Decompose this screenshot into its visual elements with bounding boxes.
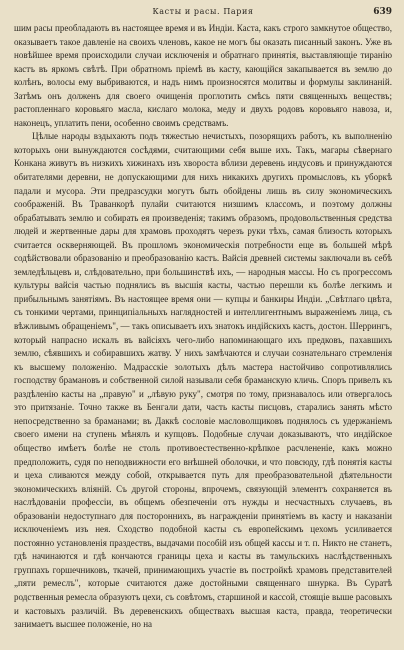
paragraph: Цѣлые народы вздыхаютъ подъ тяжестью нечистыхъ, позорящихъ работъ, къ выполненію которыхъ они вынуждаются сосѣдями, считающими себя выше ихъ. Такъ, магары сѣвернаго Конкана живутъ въ низкихъ хижинахъ изъ хвороста вблизи деревень индусовъ и принуждаются обитателями деревни, не допускающими для нихъ никакихъ другихъ промысловъ, къ уборкѣ падали и мусора. Эти предразсудки могутъ быть обойдены лишь въ силу экономическихъ соображеній. Въ Траванкорѣ пулайи считаются низшимъ классомъ, и поэтому должны обрабатывать землю и собирать ея произведенія; такимъ образомъ, продовольственныя средства людей и жертвенные дары для храмовъ проходятъ черезъ руки тѣхъ, самая близость которыхъ считается оскверняющей. Въ прошломъ экономическія потребности еще въ большей мѣрѣ содѣйствовали образованію и преобразованію кастъ. Вайсія древней системы заключали въ себѣ земледѣльцевъ и, слѣдовательно, при большинствѣ ихъ, — народныя массы. Но съ прогрессомъ культуры вайсія частью поднялись въ высшія касты, частью перешли къ болѣе легкимъ и прибыльнымъ занятіямъ. Въ настоящее время они — купцы и банкиры Индіи. „Свѣтлаго цвѣта, съ тонкими чертами, принципіальныхъ наглядностей и интеллигентнымъ выраженіемъ лица, съ вѣжливымъ обращеніемъ", — такъ описываетъ ихъ знатокъ индійскихъ кастъ, достон. Шеррингъ, который напрасно искалъ въ вайсіяхъ чего-либо напоминающаго ихъ предковъ, пахавшихъ землю, сѣявшихъ и собиравшихъ жатву. У нихъ замѣчаются и случаи сознательнаго стремленія къ высшему положенію. Мадрасскіе золотыхъ дѣлъ мастера настойчиво сопротивлялись господству брамановъ и собственной силой называли себя браманскую кличь. Споръ привелъ къ раздѣленію касты на „правую" и „лѣвую руку", смотря по тому, признавалось или отвергалось это притязаніе. Точно также въ Бенгали дати, часть касты писцовъ, старались занять мѣсто непосредственно за браманами; въ Даккѣ сословіе масловолщиковъ поднялось съ удержаніемъ своего имени на ступень мѣнялъ и купцовъ. Подобные случаи доказываютъ, что индійское общество имѣетъ болѣе не столь противоестественно-крѣпкое расчлененіе, какъ можно предположить, судя по неподвижности его внѣшней оболочки, и что повсюду, гдѣ понятія касты и цеха сливаются между собой, открывается путь для преобразовательной дѣятельности экономическихъ вліяній. Съ другой стороны, впрочемъ, связующій элементъ сохраняется въ наслѣдованіи профессіи, въ общемъ обезпеченіи отъ нужды и несчастныхъ случаевъ, въ образованіи недоступнаго для постороннихъ, въ награжденіи принятіемъ въ касту и наказаніи исключеніемъ изъ нея. Сходство подобной касты съ европейскимъ цехомъ усиливается постоянно установленія праздествъ, выдачами пособій изъ общей кассы и т. п. Никто не станетъ, гдѣ начинаются и гдѣ кончаются границы цеха и касты въ тамульскихъ наслѣдственныхъ группахъ горшечниковъ, ткачей, принимающихъ участіе въ постройкѣ храмовъ представителей „пяти ремеслъ", которые считаются даже достойными священнаго шнурка. Въ Суратѣ родственныя ремесла образуютъ цехи, съ совѣтомъ, старшиной и кассой, стоящіе выше расовыхъ и кастовыхъ различій. Въ деревенскихъ обществахъ высшая каста, правда, теоретически занимаетъ высшее положеніе, но на: [14, 131, 392, 630]
page-body: [14, 22, 392, 632]
running-title: Касты и расы. Пария: [152, 7, 254, 16]
paragraph: шим расы преобладають въ настоящее время и въ Индіи. Каста, какъ строго замкнутое общество, оказываетъ такое давленіе на своихъ членовъ, какое не могъ бы оказать писанный законъ. Уже въ новѣйшее время происходили случаи исключенія и обратнаго принятія, выставляющіе тиранію кастъ въ яркомъ свѣтѣ. При обратномъ пріемѣ въ касту, кающійся закапывается въ землю до колѣнъ, волосы ему выбриваются, и надъ нимъ произносятся молитвы и формулы заклинаній. Затѣмъ онъ долженъ для своего очищенія проглотить смѣсь пяти священныхъ веществъ; растопленнаго коровьяго масла, кислаго молока, меду и двухъ родовъ коровьяго навоза, и, наконецъ, уплатить пени, особенно своимъ средствамъ.: [14, 23, 392, 128]
page-number: 639: [373, 7, 392, 17]
page-header: [14, 7, 392, 21]
